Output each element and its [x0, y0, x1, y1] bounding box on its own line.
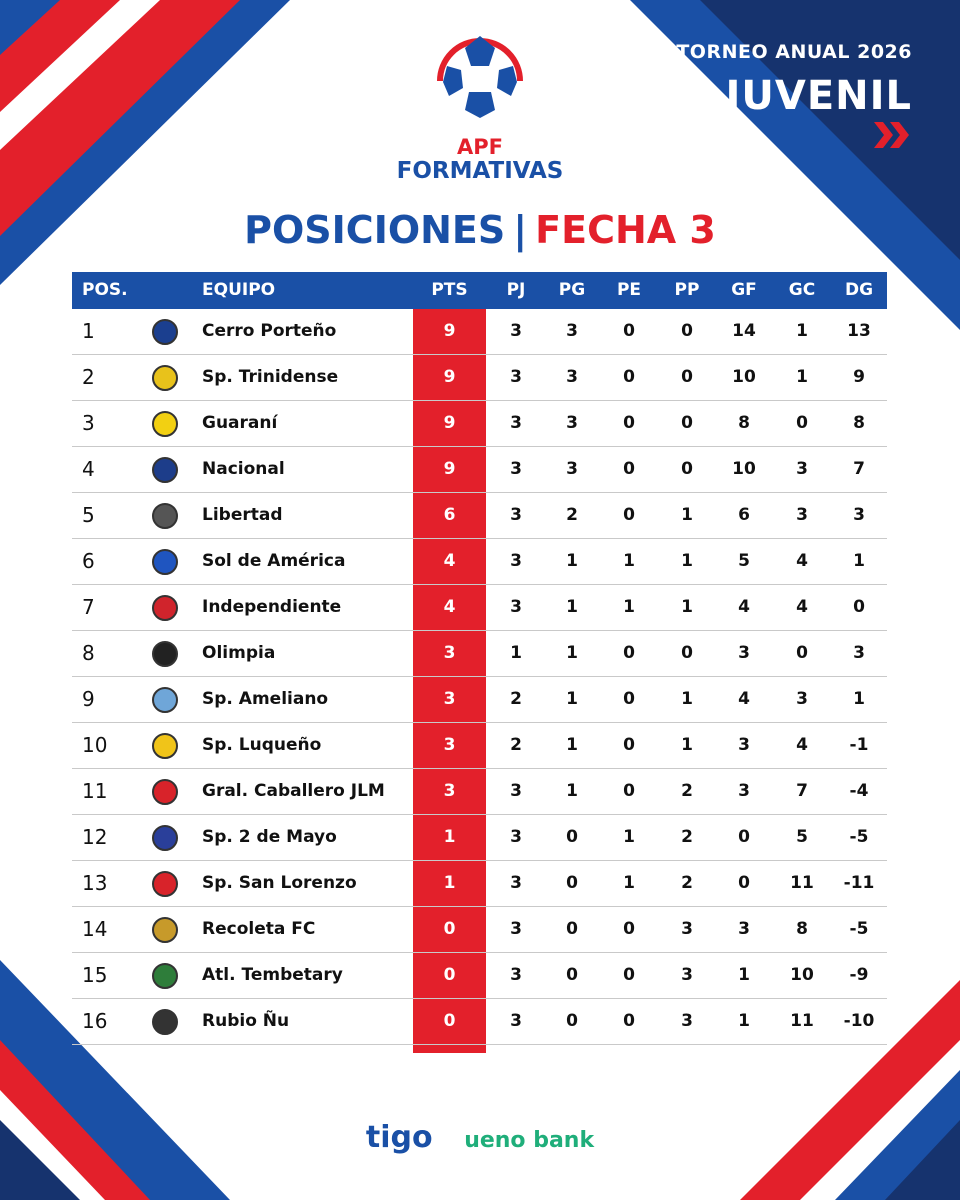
row-pj: 3 [510, 321, 522, 341]
row-pj: 3 [510, 965, 522, 985]
row-pts: 3 [443, 689, 456, 709]
row-team: Sp. San Lorenzo [202, 873, 357, 893]
row-gf: 3 [738, 781, 750, 801]
row-gc: 5 [796, 827, 808, 847]
row-pj: 3 [510, 781, 522, 801]
row-gc: 3 [796, 689, 808, 709]
row-gf: 10 [732, 459, 756, 479]
row-pg: 1 [566, 551, 578, 571]
row-pg: 1 [566, 735, 578, 755]
row-gf: 4 [738, 597, 750, 617]
row-pts: 3 [443, 643, 456, 663]
header-pe: PE [616, 280, 642, 300]
row-pj: 1 [510, 643, 522, 663]
team-crest-icon [152, 319, 178, 345]
logo-formativas-text: FORMATIVAS [396, 158, 564, 184]
row-gf: 0 [738, 827, 750, 847]
row-gc: 1 [796, 321, 808, 341]
row-position: 2 [82, 365, 95, 389]
row-team: Sol de América [202, 551, 346, 571]
row-pe: 0 [623, 781, 635, 801]
row-pp: 1 [681, 551, 693, 571]
table-row [72, 631, 887, 677]
row-pj: 3 [510, 873, 522, 893]
row-pj: 3 [510, 1011, 522, 1031]
row-pe: 0 [623, 367, 635, 387]
row-dg: -5 [849, 919, 869, 939]
row-dg: -1 [849, 735, 869, 755]
category-label: JUVENIL [725, 73, 912, 119]
row-gf: 3 [738, 643, 750, 663]
row-pp: 1 [681, 689, 693, 709]
row-pts: 6 [443, 505, 456, 525]
row-pp: 1 [681, 597, 693, 617]
row-pe: 1 [623, 597, 635, 617]
row-team: Independiente [202, 597, 342, 617]
team-crest-icon [152, 963, 178, 989]
team-crest-icon [152, 549, 178, 575]
team-crest-icon [152, 825, 178, 851]
row-pg: 0 [566, 1011, 578, 1031]
tournament-label: TORNEO ANUAL 2026 [676, 41, 912, 63]
row-pts: 0 [443, 919, 456, 939]
row-position: 3 [82, 411, 95, 435]
row-pts: 9 [443, 321, 456, 341]
row-dg: -11 [843, 873, 875, 893]
row-pts: 1 [443, 873, 456, 893]
row-team: Guaraní [202, 413, 278, 433]
team-crest-icon [152, 595, 178, 621]
team-crest-icon [152, 917, 178, 943]
row-team: Atl. Tembetary [202, 965, 343, 985]
row-dg: 3 [853, 643, 865, 663]
row-pts: 9 [443, 413, 456, 433]
row-pp: 0 [681, 643, 693, 663]
row-position: 14 [82, 917, 108, 941]
row-pe: 1 [623, 551, 635, 571]
row-pj: 3 [510, 505, 522, 525]
row-pts: 1 [443, 827, 456, 847]
row-dg: 7 [853, 459, 865, 479]
row-gc: 0 [796, 413, 808, 433]
row-pts: 3 [443, 781, 456, 801]
row-team: Sp. Luqueño [202, 735, 322, 755]
row-pp: 0 [681, 459, 693, 479]
table-row [72, 861, 887, 907]
row-pe: 0 [623, 413, 635, 433]
team-crest-icon [152, 365, 178, 391]
row-position: 6 [82, 549, 95, 573]
header-gc: GC [788, 280, 816, 300]
table-row [72, 585, 887, 631]
row-pg: 0 [566, 965, 578, 985]
team-crest-icon [152, 641, 178, 667]
table-row [72, 907, 887, 953]
row-gf: 6 [738, 505, 750, 525]
row-pe: 0 [623, 1011, 635, 1031]
row-pg: 0 [566, 919, 578, 939]
page-title [0, 205, 960, 255]
row-gf: 3 [738, 919, 750, 939]
row-position: 12 [82, 825, 108, 849]
row-gc: 11 [790, 1011, 814, 1031]
table-header [72, 272, 887, 309]
table-row [72, 953, 887, 999]
row-gc: 3 [796, 505, 808, 525]
row-pe: 0 [623, 919, 635, 939]
table-row [72, 355, 887, 401]
logo-apf-text: APF [457, 135, 503, 159]
row-gc: 4 [796, 551, 808, 571]
team-crest-icon [152, 411, 178, 437]
row-pe: 0 [623, 965, 635, 985]
row-dg: 0 [853, 597, 865, 617]
header-pos: POS. [82, 280, 128, 300]
row-pp: 2 [681, 873, 693, 893]
row-pj: 3 [510, 459, 522, 479]
row-pe: 0 [623, 505, 635, 525]
table-body [72, 309, 887, 1045]
row-gc: 1 [796, 367, 808, 387]
row-team: Rubio Ñu [202, 1011, 290, 1031]
row-position: 5 [82, 503, 95, 527]
row-dg: 8 [853, 413, 865, 433]
row-gc: 7 [796, 781, 808, 801]
row-pg: 3 [566, 413, 578, 433]
row-position: 8 [82, 641, 95, 665]
row-pe: 0 [623, 643, 635, 663]
header-dg: DG [844, 280, 874, 300]
header-pg: PG [558, 280, 586, 300]
row-gc: 11 [790, 873, 814, 893]
soccer-ball-icon [435, 26, 525, 131]
double-chevron-icon [874, 122, 912, 148]
row-team: Olimpia [202, 643, 276, 663]
row-pe: 0 [623, 321, 635, 341]
row-pj: 3 [510, 827, 522, 847]
row-pg: 1 [566, 597, 578, 617]
team-crest-icon [152, 457, 178, 483]
row-pg: 1 [566, 689, 578, 709]
table-row [72, 815, 887, 861]
row-gc: 4 [796, 597, 808, 617]
apf-formativas-logo [390, 26, 570, 184]
row-pts: 3 [443, 735, 456, 755]
row-pg: 0 [566, 873, 578, 893]
row-gf: 8 [738, 413, 750, 433]
row-position: 11 [82, 779, 108, 803]
standings-table [72, 272, 887, 1045]
row-team: Recoleta FC [202, 919, 316, 939]
row-pe: 0 [623, 735, 635, 755]
row-pts: 9 [443, 459, 456, 479]
row-pg: 3 [566, 321, 578, 341]
row-pg: 0 [566, 827, 578, 847]
tigo-logo: tigo [365, 1120, 433, 1155]
row-dg: 9 [853, 367, 865, 387]
row-team: Sp. 2 de Mayo [202, 827, 337, 847]
table-row [72, 493, 887, 539]
row-team: Libertad [202, 505, 283, 525]
header-gf: GF [731, 280, 757, 300]
row-pe: 0 [623, 689, 635, 709]
row-team: Nacional [202, 459, 285, 479]
team-crest-icon [152, 687, 178, 713]
row-gf: 14 [732, 321, 756, 341]
row-pp: 0 [681, 413, 693, 433]
row-gc: 4 [796, 735, 808, 755]
row-pts: 4 [443, 551, 456, 571]
row-team: Cerro Porteño [202, 321, 337, 341]
row-pj: 3 [510, 367, 522, 387]
row-position: 16 [82, 1009, 108, 1033]
row-dg: 1 [853, 551, 865, 571]
row-pts: 9 [443, 367, 456, 387]
table-row [72, 723, 887, 769]
header-pj: PJ [506, 280, 526, 300]
team-crest-icon [152, 871, 178, 897]
title-separator: | [513, 208, 528, 252]
row-pp: 3 [681, 919, 693, 939]
row-dg: 1 [853, 689, 865, 709]
row-pts: 0 [443, 1011, 456, 1031]
row-team: Sp. Ameliano [202, 689, 329, 709]
row-pp: 0 [681, 321, 693, 341]
row-pg: 2 [566, 505, 578, 525]
row-gc: 10 [790, 965, 814, 985]
row-pg: 3 [566, 367, 578, 387]
row-pj: 2 [510, 689, 522, 709]
row-position: 9 [82, 687, 95, 711]
row-pp: 3 [681, 1011, 693, 1031]
row-pts: 4 [443, 597, 456, 617]
row-pp: 0 [681, 367, 693, 387]
row-gc: 3 [796, 459, 808, 479]
row-gf: 1 [738, 965, 750, 985]
team-crest-icon [152, 1009, 178, 1035]
row-gf: 3 [738, 735, 750, 755]
row-position: 13 [82, 871, 108, 895]
row-position: 4 [82, 457, 95, 481]
row-gf: 10 [732, 367, 756, 387]
ueno-bank-logo: ueno bank [464, 1128, 595, 1153]
table-row [72, 447, 887, 493]
row-dg: 3 [853, 505, 865, 525]
team-crest-icon [152, 733, 178, 759]
table-row [72, 677, 887, 723]
row-dg: -9 [849, 965, 869, 985]
title-round: FECHA 3 [535, 208, 716, 252]
row-gf: 5 [738, 551, 750, 571]
title-main: POSICIONES [244, 208, 506, 252]
table-row [72, 309, 887, 355]
sponsors-bar [0, 1120, 960, 1155]
row-dg: -5 [849, 827, 869, 847]
row-gc: 0 [796, 643, 808, 663]
row-dg: -4 [849, 781, 869, 801]
row-pj: 3 [510, 597, 522, 617]
row-dg: 13 [847, 321, 871, 341]
table-row [72, 999, 887, 1045]
row-pj: 3 [510, 919, 522, 939]
row-position: 7 [82, 595, 95, 619]
row-gf: 1 [738, 1011, 750, 1031]
row-pj: 2 [510, 735, 522, 755]
row-position: 15 [82, 963, 108, 987]
table-row [72, 401, 887, 447]
row-pp: 1 [681, 735, 693, 755]
row-dg: -10 [843, 1011, 875, 1031]
team-crest-icon [152, 503, 178, 529]
header-pts: PTS [431, 280, 468, 300]
row-pp: 1 [681, 505, 693, 525]
row-pp: 2 [681, 781, 693, 801]
row-team: Sp. Trinidense [202, 367, 339, 387]
row-pe: 1 [623, 827, 635, 847]
row-pts: 0 [443, 965, 456, 985]
row-position: 10 [82, 733, 108, 757]
team-crest-icon [152, 779, 178, 805]
row-team: Gral. Caballero JLM [202, 781, 385, 801]
row-pp: 2 [681, 827, 693, 847]
row-gc: 8 [796, 919, 808, 939]
row-pg: 1 [566, 781, 578, 801]
row-gf: 0 [738, 873, 750, 893]
table-row [72, 769, 887, 815]
row-pj: 3 [510, 551, 522, 571]
row-pe: 0 [623, 459, 635, 479]
row-pj: 3 [510, 413, 522, 433]
header-team: EQUIPO [202, 280, 276, 300]
row-gf: 4 [738, 689, 750, 709]
row-pe: 1 [623, 873, 635, 893]
row-pp: 3 [681, 965, 693, 985]
row-pg: 3 [566, 459, 578, 479]
row-pg: 1 [566, 643, 578, 663]
table-row [72, 539, 887, 585]
row-position: 1 [82, 319, 95, 343]
header-pp: PP [674, 280, 700, 300]
